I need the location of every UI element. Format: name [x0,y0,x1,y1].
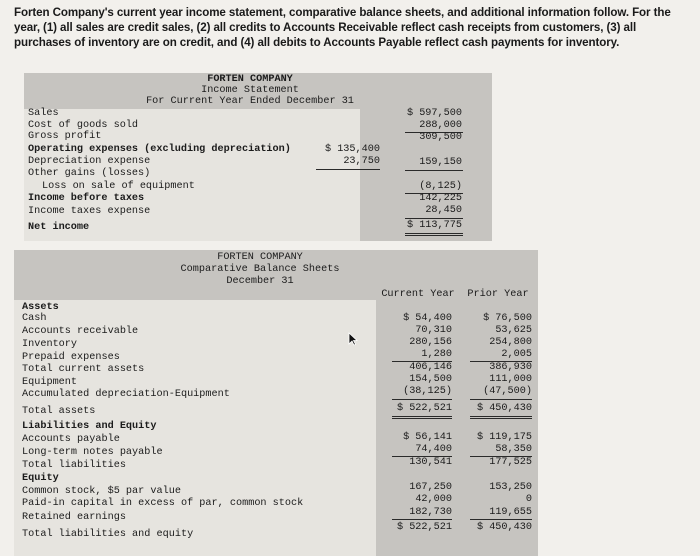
prior-year-amount: 177,525 [489,457,532,468]
income-amount-col1: 23,750 [343,156,380,167]
income-rule [405,218,463,219]
balance-row-label: Assets [22,302,59,313]
current-year-amount: $ 54,400 [403,313,452,324]
prior-year-amount: 53,625 [495,325,532,336]
prior-year-amount: 2,005 [501,349,532,360]
income-amount-col1: $ 135,400 [324,144,380,155]
balance-title: Comparative Balance Sheets [180,264,340,275]
prior-year-amount: 153,250 [489,482,532,493]
income-amount-col2: 288,000 [419,120,462,131]
balance-double-rule [470,416,532,417]
balance-row-label: Total liabilities and equity [22,529,194,540]
prior-year-amount: 0 [525,494,532,505]
balance-date: December 31 [226,276,294,287]
income-double-rule [405,235,463,236]
current-year-amount: 280,156 [409,337,452,348]
income-period: For Current Year Ended December 31 [146,96,354,107]
prior-year-amount: (47,500) [483,386,532,397]
balance-row-label: Accumulated depreciation-Equipment [22,389,230,400]
balance-row-label: Liabilities and Equity [22,421,157,432]
prior-year-amount: $ 76,500 [483,313,532,324]
income-amount-col2: 142,225 [419,193,462,204]
income-row-label: Net income [28,222,90,233]
current-year-amount: 70,310 [415,325,452,336]
balance-row-label: Total liabilities [22,460,126,471]
balance-row-label: Equity [22,473,59,484]
income-row-label: Cost of goods sold [28,120,139,131]
income-amount-col2: $ 597,500 [406,108,462,119]
balance-row-label: Accounts receivable [22,326,139,337]
income-row-label: Depreciation expense [28,156,151,167]
balance-row-label: Paid-in capital in excess of par, common stock [22,498,304,509]
balance-double-rule [470,418,532,419]
column-header-current-year: Current Year [381,289,455,300]
prior-year-amount: 254,800 [489,337,532,348]
income-row-label: Sales [28,108,59,119]
prior-year-amount: $ 450,430 [476,522,532,533]
income-row-label: Operating expenses (excluding depreciation) [28,144,291,155]
prior-year-amount: 119,655 [489,507,532,518]
income-rule [405,170,463,171]
balance-row-label: Prepaid expenses [22,352,120,363]
prior-year-amount: 111,000 [489,374,532,385]
balance-rule [470,399,532,400]
prior-year-amount: $ 119,175 [476,432,532,443]
current-year-amount: 74,400 [415,444,452,455]
problem-intro: Forten Company's current year income statement, comparative balance sheets, and additional information follow. For the year, (1) all sales are credit sales, (2) all credits to Accounts Receivable reflect cash receipts from customers, (3) all purchases of inventory are on credit, and (4) all debits to Accounts Payable reflect cash payments for inventory. [14,6,671,49]
balance-double-rule [392,418,452,419]
prior-year-amount: $ 450,430 [476,403,532,414]
income-amount-col2: 159,150 [419,157,462,168]
mouse-pointer-icon [348,332,358,346]
income-amount-col2: 28,450 [425,205,462,216]
income-row-label: Gross profit [28,131,102,142]
income-amount-col2: (8,125) [419,181,462,192]
income-double-rule [405,233,463,234]
balance-row-label: Common stock, $5 par value [22,486,181,497]
current-year-amount: 130,541 [409,457,452,468]
balance-row-label: Retained earnings [22,512,126,523]
balance-rule [470,519,532,520]
current-year-amount: $ 56,141 [403,432,452,443]
current-year-amount: $ 522,521 [396,403,452,414]
current-year-amount: (38,125) [403,386,452,397]
income-col1-rule [316,169,380,170]
prior-year-amount: 386,930 [489,362,532,373]
balance-row-label: Total assets [22,406,96,417]
income-amount-col2: $ 113,775 [406,220,462,231]
balance-row-label: Inventory [22,339,78,350]
current-year-amount: 167,250 [409,482,452,493]
balance-row-label: Accounts payable [22,434,120,445]
current-year-amount: 1,280 [421,349,452,360]
balance-double-rule [392,416,452,417]
balance-row-label: Equipment [22,377,78,388]
column-header-prior-year: Prior Year [467,289,529,300]
balance-row-label: Long-term notes payable [22,447,163,458]
balance-row-label: Cash [22,313,47,324]
income-title: Income Statement [201,85,299,96]
balance-rule [392,519,452,520]
income-row-label: Income before taxes [28,193,145,204]
current-year-amount: $ 522,521 [396,522,452,533]
current-year-amount: 182,730 [409,507,452,518]
income-row-label: Loss on sale of equipment [42,181,195,192]
income-row-label: Income taxes expense [28,206,151,217]
income-amount-col2: 309,500 [419,132,462,143]
income-company-name: FORTEN COMPANY [207,74,293,85]
current-year-amount: 406,146 [409,362,452,373]
prior-year-amount: 58,350 [495,444,532,455]
income-row-label: Other gains (losses) [28,168,151,179]
balance-company-name: FORTEN COMPANY [217,252,303,263]
current-year-amount: 154,500 [409,374,452,385]
current-year-amount: 42,000 [415,494,452,505]
balance-rule [392,399,452,400]
balance-row-label: Total current assets [22,364,145,375]
